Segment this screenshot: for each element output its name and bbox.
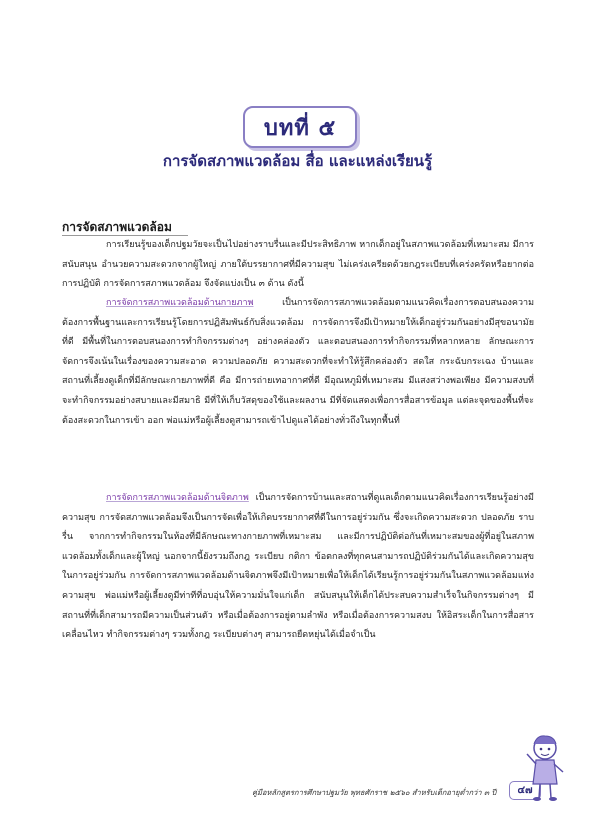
paragraph-physical (62, 294, 534, 431)
paragraph-intro (62, 236, 534, 295)
paragraph-highlight: การจัดการสภาพแวดล้อมด้านกายภาพ (106, 298, 254, 308)
chapter-title: บทที่ ๕ (263, 114, 337, 141)
paragraph-text: เป็นการจัดการบ้านและสถานที่ดูแลเด็กตามแนวคิดเรื่องการเรียนรู้อย่างมีความสุข การจัดสภาพแวดล้อมจึงเป็นการจัดเพื่อให้เกิดบรรยากาศที่ดีในการอยู่ร่วมกัน ซึ่งจะเกิดความสะดวก ปลอดภัย ราบรื่น จากการทำกิจกรรมในห้องที่มีลักษณะทางกายภาพที่เหมาะสม และมีการปฏิบัติต่อกันที่เหมาะสมของผู้ที่อยู่ในสภาพแวดล้อมทั้งเด็กและผู้ใหญ่ นอกจากนี้ยังรวมถึงกฎ ระเบียบ กติกา ข้อตกลงที่ทุกคนสามารถปฏิบัติร่วมกันได้และเกิดความสุขในการอยู่ร่วมกัน การจัดการสภาพแวดล้อมด้านจิตภาพจึงมีเป้าหมายเพื่อให้เด็กได้เรียนรู้การอยู่ร่วมกันในสภาพแวดล้อมแห่งความสุข พ่อแม่หรือผู้เลี้ยงดูมีท่าทีที่อบอุ่นให้ความมั่นใจแก่เด็ก สนับสนุนให้เด็กได้ประสบความสำเร็จในกิจกรรมต่างๆ มีสถานที่ที่เด็กสามารถมีความเป็นส่วนตัว หรือเมื่อต้องการอยู่ตามลำพัง หรือเมื่อต้องการความสงบ ให้อิสระเด็กในการสื่อสาร เคลื่อนไหว ทำกิจกรรมต่างๆ รวมทั้งกฎ ระเบียบต่างๆ สามารถยืดหยุ่นได้เมื่อจำเป็น (62, 493, 534, 641)
paragraph-text: การเรียนรู้ของเด็กปฐมวัยจะเป็นไปอย่างราบรื่นและมีประสิทธิภาพ หากเด็กอยู่ในสภาพแวดล้อมที่เหมาะสม มีการสนับสนุน อำนวยความสะดวกจากผู้ใหญ่ ภายใต้บรรยากาศที่มีความสุข ไม่เคร่งเครียดด้วยกฎระเบียบที่เคร่งครัดหรือยากต่อการปฏิบัติ การจัดการสภาพแวดล้อม จึงจัดแบ่งเป็น ๓ ด้าน ดังนี้ (62, 240, 534, 290)
child-mascot-icon (521, 732, 567, 804)
paragraph-text: เป็นการจัดการสภาพแวดล้อมตามแนวคิดเรื่องการตอบสนองความต้องการพื้นฐานและการเรียนรู้โดยการปฏิสัมพันธ์กับสิ่งแวดล้อม การจัดการจึงมีเป้าหมายให้เด็กอยู่ร่วมกันอย่างมีสุขอนามัยที่ดี มีพื้นที่ในการตอบสนองการทำกิจกรรมต่างๆ อย่างคล่องตัว และตอบสนองการทำกิจกรรมที่หลากหลาย ลักษณะการจัดการจึงเน้นในเรื่องของความสะอาด ความปลอดภัย ความสะดวกที่จะทำให้รู้สึกคล่องตัว สดใส กระฉับกระเฉง บ้านและสถานที่เลี้ยงดูเด็กที่มีลักษณะกายภาพที่ดี คือ มีการถ่ายเทอากาศที่ดี มีอุณหภูมิที่เหมาะสม มีแสงสว่างพอเพียง มีความสงบที่จะทำกิจกรรมอย่างสบายและมีสมาธิ มีที่ให้เก็บวัสดุของใช้และผลงาน มีที่จัดแสดงเพื่อการสื่อสารข้อมูล แต่ละจุดของพื้นที่จะต้องสะดวกในการเข้า ออก พ่อแม่หรือผู้เลี้ยงดูสามารถเข้าไปดูแลได้อย่างทั่วถึงในทุกพื้นที่ (62, 298, 534, 426)
section-heading: การจัดสภาพแวดล้อม (62, 220, 172, 234)
footer-book-title: คู่มือหลักสูตรการศึกษาปฐมวัย พุทธศักราช ๒๕๖๐ สำหรับเด็กอายุต่ำกว่า ๓ ปี (252, 788, 497, 797)
paragraph-psychological (62, 489, 534, 646)
chapter-subtitle: การจัดสภาพแวดล้อม สื่อ และแหล่งเรียนรู้ (162, 152, 433, 170)
paragraph-highlight: การจัดการสภาพแวดล้อมด้านจิตภาพ (106, 493, 249, 503)
chapter-title-box (243, 106, 357, 148)
page-number: ๔๗ (509, 781, 541, 800)
